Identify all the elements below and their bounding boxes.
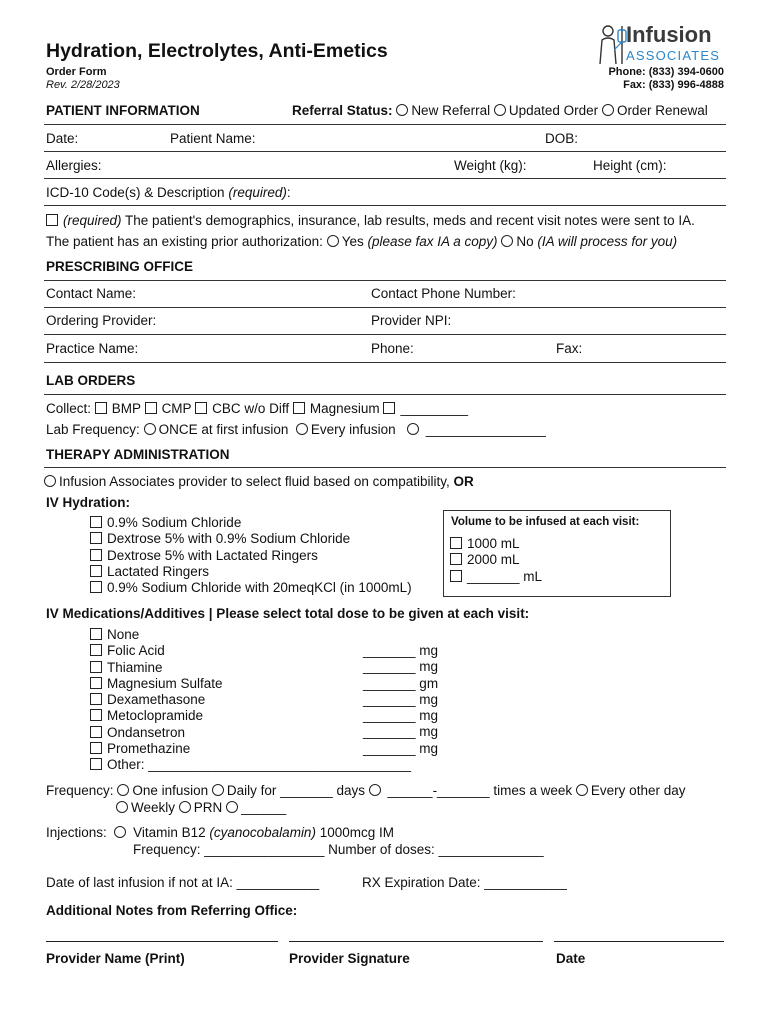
height-field[interactable]: Height (cm): xyxy=(593,158,667,173)
divider xyxy=(44,151,726,152)
divider xyxy=(44,334,726,335)
freq-weekly[interactable]: Weekly xyxy=(116,800,175,815)
radio-icon[interactable] xyxy=(369,784,381,796)
prior-auth-yes[interactable]: Yes (please fax IA a copy) xyxy=(327,234,498,249)
checkbox-icon[interactable] xyxy=(145,402,157,414)
attestation-row[interactable]: (required) The patient's demographics, insurance, lab results, meds and recent visit notes were sent to IA. xyxy=(46,213,695,228)
checkbox-icon[interactable] xyxy=(90,661,102,673)
allergies-field[interactable]: Allergies: xyxy=(46,158,102,173)
nurse-icon xyxy=(594,24,628,68)
patient-name-field[interactable]: Patient Name: xyxy=(170,131,256,146)
ia-select-row[interactable]: Infusion Associates provider to select fluid based on compatibility, OR xyxy=(44,474,474,489)
divider xyxy=(44,362,726,363)
checkbox-icon[interactable] xyxy=(450,570,462,582)
lab-magnesium[interactable]: Magnesium xyxy=(293,401,380,416)
checkbox-icon[interactable] xyxy=(293,402,305,414)
signature-line-signature[interactable] xyxy=(289,941,543,942)
radio-icon[interactable] xyxy=(296,423,308,435)
volume-option[interactable]: 2000 mL xyxy=(450,552,542,568)
freq-every-other-day[interactable]: Every other day xyxy=(576,783,686,798)
checkbox-icon[interactable] xyxy=(90,628,102,640)
contact-name-field[interactable]: Contact Name: xyxy=(46,286,137,301)
med-dose-field[interactable]: _______ gm xyxy=(363,675,439,691)
checkbox-icon[interactable] xyxy=(90,742,102,754)
freq-one-infusion[interactable]: One infusion xyxy=(117,783,208,798)
provider-signature-label: Provider Signature xyxy=(289,951,410,966)
lab-freq-every[interactable]: Every infusion xyxy=(296,422,396,437)
prior-auth-row: The patient has an existing prior authorization: Yes (please fax IA a copy) No (IA will process for you) xyxy=(46,234,678,249)
med-dose-field[interactable]: _______ mg xyxy=(363,643,439,658)
checkbox-icon[interactable] xyxy=(90,549,102,561)
divider xyxy=(44,124,726,125)
checkbox-icon[interactable] xyxy=(90,532,102,544)
fluid-option[interactable]: Lactated Ringers xyxy=(90,564,412,580)
weight-field[interactable]: Weight (kg): xyxy=(454,158,527,173)
checkbox-icon[interactable] xyxy=(90,644,102,656)
med-dose-field[interactable]: _______ mg xyxy=(363,659,439,675)
lab-cbc[interactable]: CBC w/o Diff xyxy=(195,401,289,416)
checkbox-icon[interactable] xyxy=(90,709,102,721)
fax-number: Fax: (833) 996-4888 xyxy=(623,79,724,91)
lab-freq-once[interactable]: ONCE at first infusion xyxy=(144,422,289,437)
volume-option[interactable]: 1000 mL xyxy=(450,536,542,552)
practice-name-field[interactable]: Practice Name: xyxy=(46,341,139,356)
freq-daily[interactable]: Daily for _______ days xyxy=(212,783,365,798)
checkbox-icon[interactable] xyxy=(90,581,102,593)
signature-line-date[interactable] xyxy=(554,941,724,942)
checkbox-icon[interactable] xyxy=(90,677,102,689)
med-option[interactable]: Ondansetron xyxy=(90,725,411,741)
med-option[interactable]: Thiamine xyxy=(90,660,411,676)
volume-list xyxy=(450,536,542,585)
page-title: Hydration, Electrolytes, Anti-Emetics xyxy=(46,40,388,62)
radio-icon[interactable] xyxy=(114,826,126,838)
checkbox-icon[interactable] xyxy=(90,758,102,770)
divider xyxy=(44,467,726,468)
logo-word-associates: ASSOCIATES xyxy=(626,48,721,63)
ordering-provider-field[interactable]: Ordering Provider: xyxy=(46,313,157,328)
date-field[interactable]: Date: xyxy=(46,131,79,146)
radio-icon[interactable] xyxy=(602,104,614,116)
checkbox-icon[interactable] xyxy=(450,537,462,549)
fluid-option[interactable]: 0.9% Sodium Chloride with 20meqKCl (in 1000mL) xyxy=(90,580,412,596)
frequency-row: Frequency: One infusion Daily for _______ days ______-_______ times a week Every other day xyxy=(46,783,686,798)
provider-npi-field[interactable]: Provider NPI: xyxy=(371,313,452,328)
prior-auth-no[interactable]: No (IA will process for you) xyxy=(501,234,677,249)
radio-icon[interactable] xyxy=(179,801,191,813)
injection-b12[interactable]: Vitamin B12 (cyanocobalamin) 1000mcg IM xyxy=(114,825,394,840)
rx-expiration-field[interactable]: RX Expiration Date: ___________ xyxy=(362,875,567,890)
divider xyxy=(44,178,726,179)
office-section-title: PRESCRIBING OFFICE xyxy=(46,259,194,274)
date-label: Date xyxy=(556,951,586,966)
dob-field[interactable]: DOB: xyxy=(545,131,579,146)
radio-icon[interactable] xyxy=(407,423,419,435)
iv-hydration-title: IV Hydration: xyxy=(46,495,131,510)
divider xyxy=(44,205,726,206)
med-option[interactable]: Dexamethasone xyxy=(90,692,411,708)
radio-icon[interactable] xyxy=(117,784,129,796)
radio-icon[interactable] xyxy=(226,801,238,813)
revision-date: Rev. 2/28/2023 xyxy=(46,79,120,91)
company-logo xyxy=(590,22,730,68)
radio-icon[interactable] xyxy=(327,235,339,247)
attestation-checkbox[interactable] xyxy=(46,214,58,226)
office-fax-field[interactable]: Fax: xyxy=(556,341,583,356)
checkbox-icon[interactable] xyxy=(195,402,207,414)
referral-new[interactable]: New Referral xyxy=(396,103,490,118)
iv-meds-title: IV Medications/Additives | Please select total dose to be given at each visit: xyxy=(46,606,530,621)
checkbox-icon[interactable] xyxy=(90,516,102,528)
b12-frequency-field[interactable]: Frequency: ________________ Number of doses: ______________ xyxy=(133,842,544,857)
freq-other[interactable]: ______ xyxy=(226,800,286,815)
med-dose-field[interactable]: _______ mg xyxy=(363,691,439,707)
lab-cmp[interactable]: CMP xyxy=(145,401,192,416)
additional-notes-label: Additional Notes from Referring Office: xyxy=(46,903,298,918)
phone-number: Phone: (833) 394-0600 xyxy=(608,66,724,78)
checkbox-icon[interactable] xyxy=(90,693,102,705)
fluid-option[interactable]: 0.9% Sodium Chloride xyxy=(90,515,412,531)
radio-icon[interactable] xyxy=(212,784,224,796)
med-option[interactable]: Promethazine xyxy=(90,741,411,757)
radio-icon[interactable] xyxy=(494,104,506,116)
radio-icon[interactable] xyxy=(576,784,588,796)
med-dose-field[interactable]: _______ mg xyxy=(363,708,439,724)
med-dose-field[interactable]: _______ mg xyxy=(363,740,439,756)
checkbox-icon[interactable] xyxy=(90,726,102,738)
checkbox-icon[interactable] xyxy=(90,565,102,577)
volume-box xyxy=(443,510,671,597)
fluid-option[interactable]: Dextrose 5% with Lactated Ringers xyxy=(90,548,412,564)
lab-collect-row: Collect: BMP CMP CBC w/o Diff Magnesium _________ xyxy=(46,401,469,416)
frequency-row-2 xyxy=(116,800,286,815)
volume-option[interactable]: _______ mL xyxy=(450,569,542,585)
signature-line-print[interactable] xyxy=(46,941,278,942)
med-dose-field[interactable]: _______ mg xyxy=(363,724,439,740)
divider xyxy=(44,394,726,395)
radio-icon[interactable] xyxy=(501,235,513,247)
radio-icon[interactable] xyxy=(44,475,56,487)
logo-word-infusion: Infusion xyxy=(626,22,712,47)
meds-dose-list xyxy=(363,643,438,757)
med-option-other[interactable]: Other: ___________________________________ xyxy=(90,757,411,773)
med-option[interactable]: None xyxy=(90,627,411,643)
divider xyxy=(44,280,726,281)
referral-updated[interactable]: Updated Order xyxy=(494,103,598,118)
fluid-list xyxy=(90,515,412,596)
checkbox-icon[interactable] xyxy=(450,553,462,565)
last-infusion-field[interactable]: Date of last infusion if not at IA: ___________ xyxy=(46,875,320,890)
med-option[interactable]: Folic Acid xyxy=(90,643,411,659)
therapy-section-title: THERAPY ADMINISTRATION xyxy=(46,447,230,462)
fluid-option[interactable]: Dextrose 5% with 0.9% Sodium Chloride xyxy=(90,531,412,547)
referral-status xyxy=(292,103,708,118)
lab-frequency-row: Lab Frequency: ONCE at first infusion Every infusion ________________ xyxy=(46,422,546,437)
injections-row: Injections: Vitamin B12 (cyanocobalamin) 1000mcg IM xyxy=(46,825,395,840)
icd-field[interactable]: ICD-10 Code(s) & Description (required): xyxy=(46,185,291,200)
lab-bmp[interactable]: BMP xyxy=(95,401,141,416)
form-subtitle: Order Form xyxy=(46,66,107,78)
lab-freq-other[interactable]: ________________ xyxy=(407,422,546,437)
radio-icon[interactable] xyxy=(116,801,128,813)
office-phone-field[interactable]: Phone: xyxy=(371,341,414,356)
freq-prn[interactable]: PRN xyxy=(179,800,223,815)
freq-times-week[interactable]: ______-_______ times a week xyxy=(369,783,572,798)
referral-renewal[interactable]: Order Renewal xyxy=(602,103,708,118)
volume-title: Volume to be infused at each visit: xyxy=(451,516,640,528)
radio-icon[interactable] xyxy=(144,423,156,435)
provider-name-label: Provider Name (Print) xyxy=(46,951,185,966)
lab-section-title: LAB ORDERS xyxy=(46,373,136,388)
patient-section-title: PATIENT INFORMATION xyxy=(46,103,200,118)
referral-label: Referral Status: xyxy=(292,103,393,118)
contact-phone-field[interactable]: Contact Phone Number: xyxy=(371,286,516,301)
med-option[interactable]: Metoclopramide xyxy=(90,708,411,724)
checkbox-icon[interactable] xyxy=(95,402,107,414)
med-option[interactable]: Magnesium Sulfate xyxy=(90,676,411,692)
divider xyxy=(44,307,726,308)
radio-icon[interactable] xyxy=(396,104,408,116)
checkbox-icon[interactable] xyxy=(383,402,395,414)
lab-other[interactable]: _________ xyxy=(383,401,468,416)
